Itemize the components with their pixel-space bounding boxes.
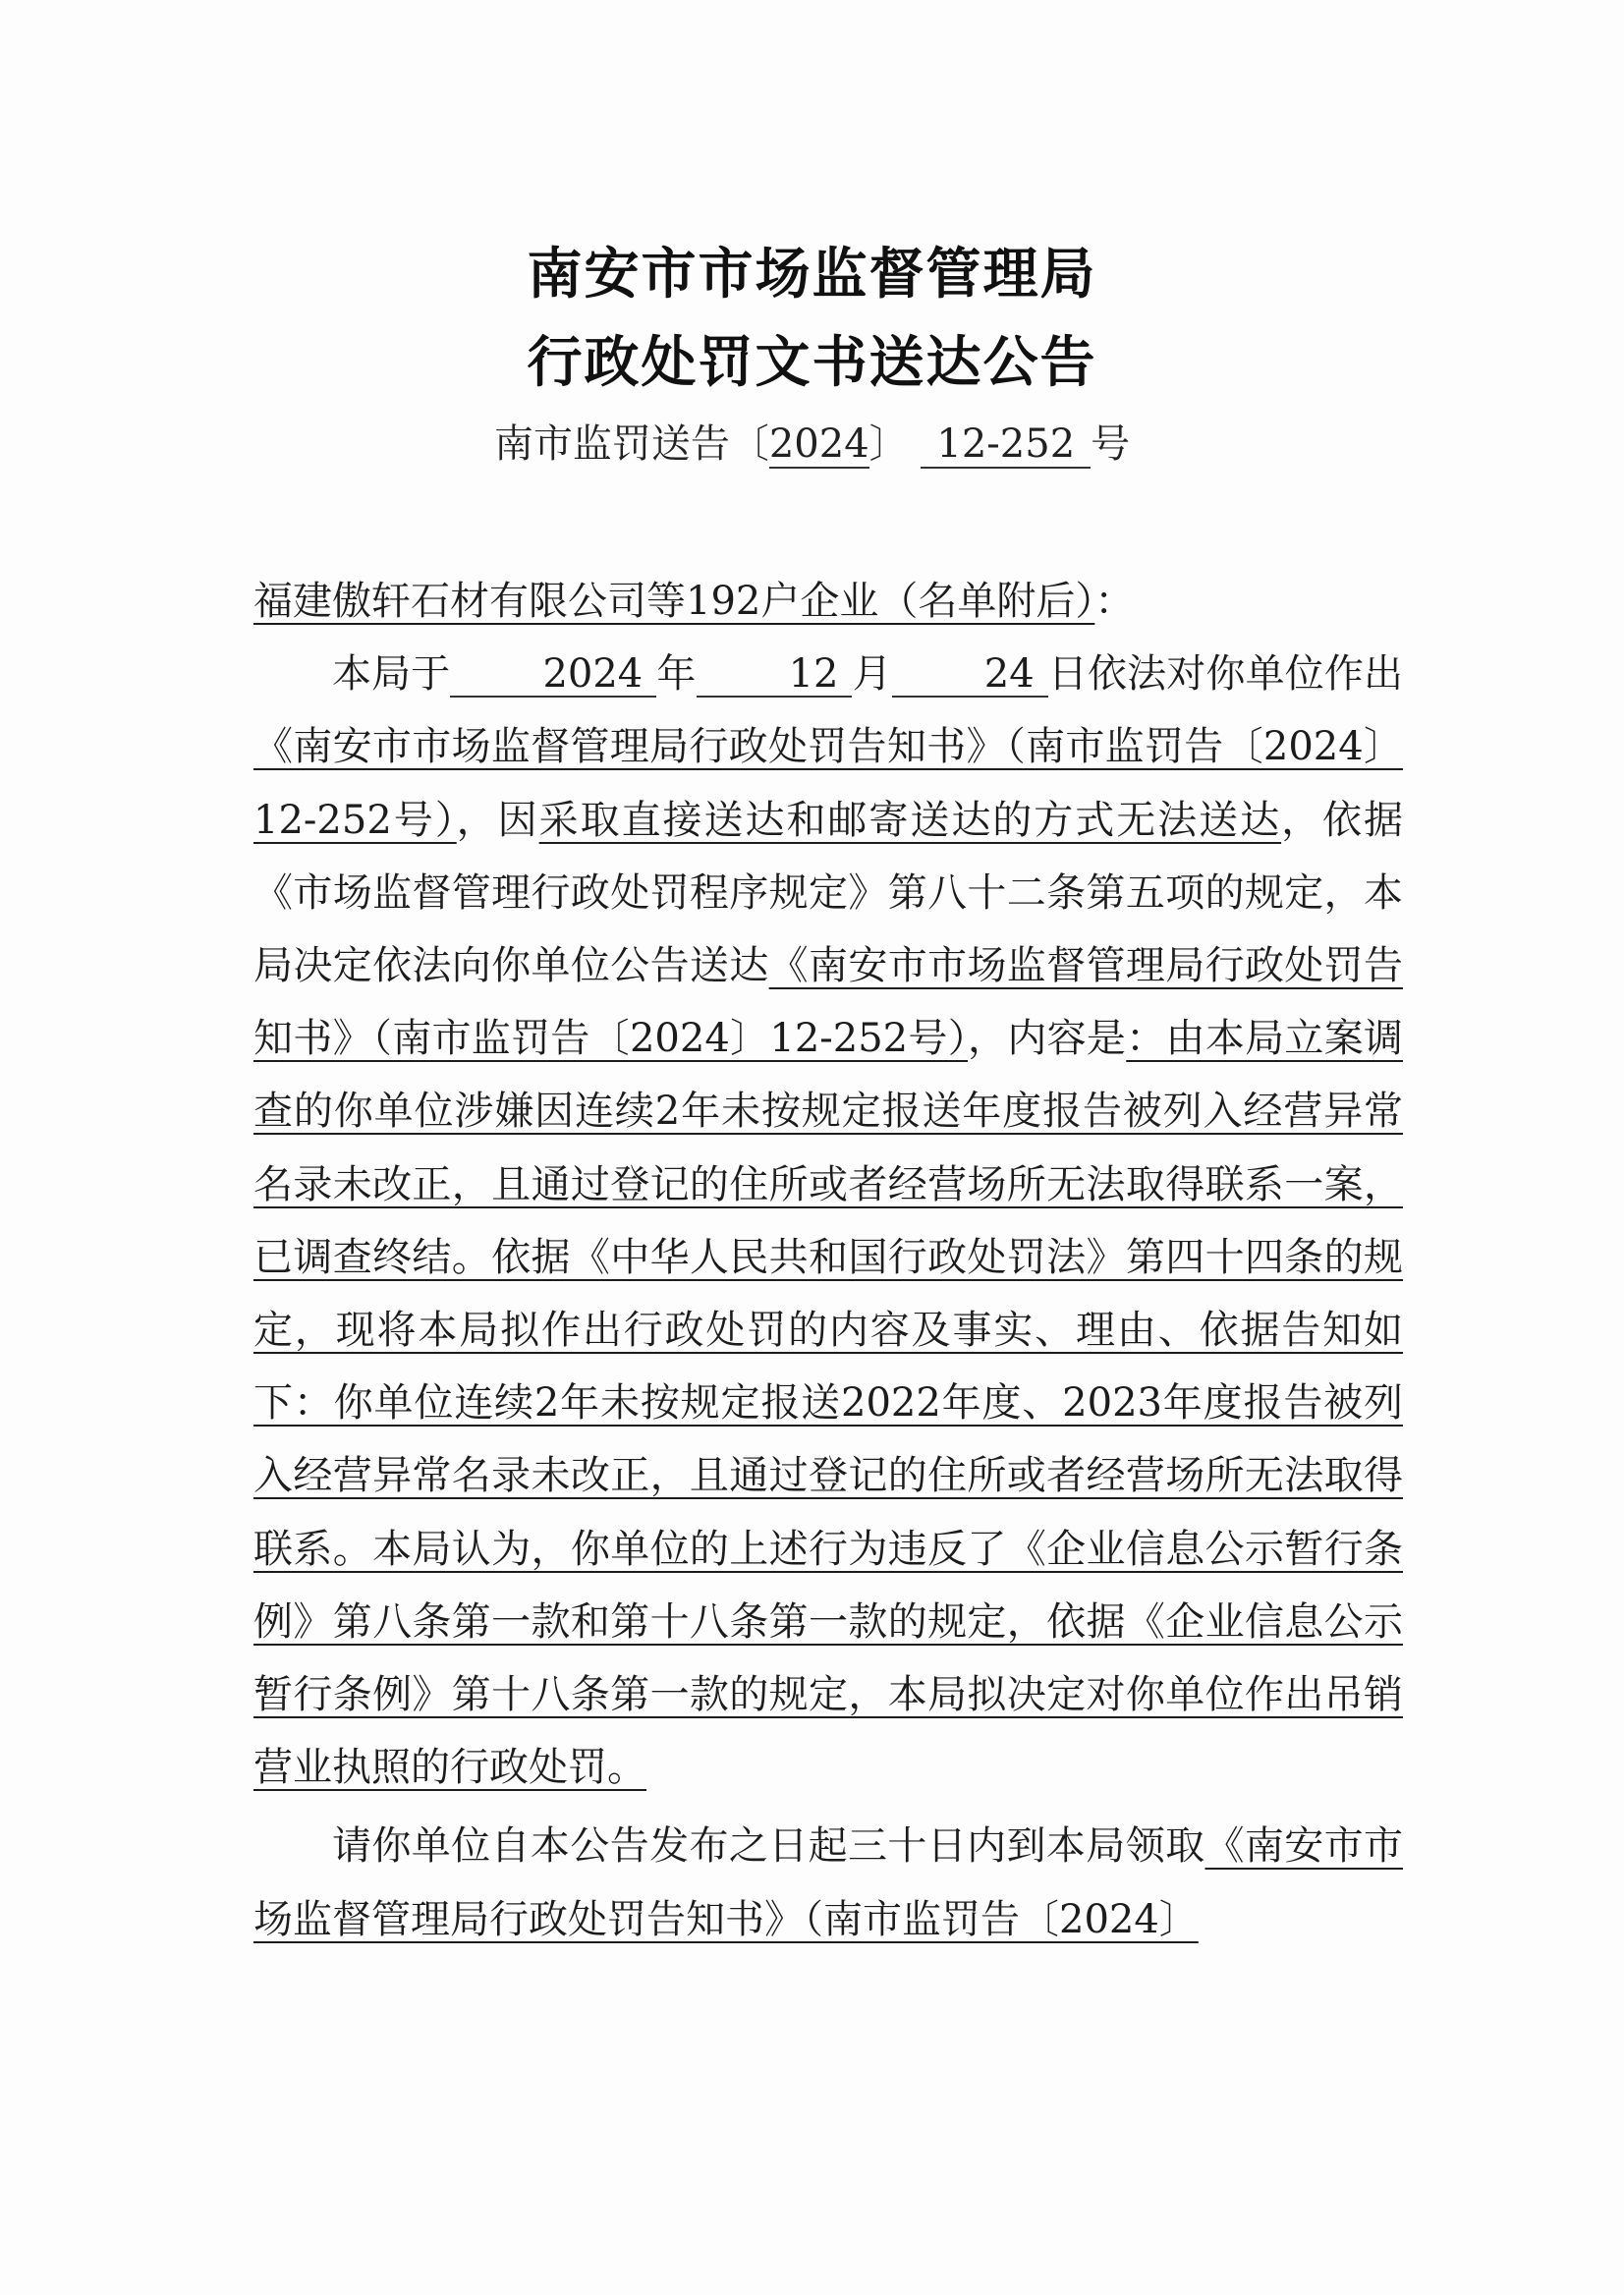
addressee: 福建傲轩石材有限公司等192户企业（名单附后） xyxy=(253,579,1095,624)
p1-year: 2024 xyxy=(450,652,656,698)
p1-month: 12 xyxy=(697,652,853,698)
p1-document-ref-2: 《南安市市场监督管理局行政处罚告知书》（南市监罚告〔2024〕12-252号） xyxy=(253,943,1404,1062)
notice-body xyxy=(253,565,1403,1956)
p1-text-g: ，内容是 xyxy=(968,1016,1127,1062)
p1-text-e: ，因 xyxy=(456,797,539,843)
p1-day: 24 xyxy=(892,652,1048,698)
title-line-2: 行政处罚文书送达公告 xyxy=(527,331,1097,395)
p1-text-a: 本局于 xyxy=(332,651,451,698)
p1-content: ：由本局立案调查的你单位涉嫌因连续2年未按规定报送年度报告被列入经营异常名录未改正，且通过登记的住所或者经营场所无法取得联系一案，已调查终结。依据《中华人民共和国行政处罚法》第四十四条的规定，现将本局拟作出行政处罚的内容及事实、理由、依据告知如下：你单位连续2年未按规定报送2022年度、2023年度报告被列入经营异常名录未改正，且通过登记的住所或者经营场所无法取得联系。本局认为，你单位的上述行为违反了《企业信息公示暂行条例》第八条第一款和第十八条第一款的规定，依据《企业信息公示暂行条例》第十八条第一款的规定，本局拟决定对你单位作出吊销营业执照的行政处罚。 xyxy=(253,1016,1404,1791)
p1-text-c: 月 xyxy=(852,651,892,698)
p2-document-ref: 《南安市市场监督管理局行政处罚告知书》（南市监罚告〔2024〕 xyxy=(253,1823,1404,1942)
doc-year: 2024 xyxy=(768,421,869,467)
paragraph-2 xyxy=(253,1810,1403,1955)
addressee-colon: ： xyxy=(1094,579,1135,624)
p1-document-ref: 《南安市市场监督管理局行政处罚告知书》（南市监罚告〔2024〕12-252号） xyxy=(253,724,1403,843)
addressee-line xyxy=(253,565,1403,638)
paragraph-1 xyxy=(253,638,1403,1804)
doc-prefix: 南市监罚送告〔 xyxy=(493,421,769,467)
doc-serial: 12-252 xyxy=(921,421,1091,469)
document-number xyxy=(0,413,1624,469)
title-line-1: 南安市市场监督管理局 xyxy=(527,243,1097,307)
p1-text-f: ，依据《市场监督管理行政处罚程序规定》第八十二条第五项的规定，本局决定依法向你单位公告送达 xyxy=(253,797,1404,989)
p2-text-a: 请你单位自本公告发布之日起三十日内到本局领取 xyxy=(332,1823,1205,1870)
doc-mid: 〕 xyxy=(868,421,909,467)
p1-text-b: 年 xyxy=(656,651,697,698)
doc-suffix: 号 xyxy=(1091,421,1131,467)
p1-delivery-method: 采取直接送达和邮寄送达的方式无法送达 xyxy=(538,797,1282,843)
p1-text-d: 日依法对你单位作出 xyxy=(1047,651,1404,698)
